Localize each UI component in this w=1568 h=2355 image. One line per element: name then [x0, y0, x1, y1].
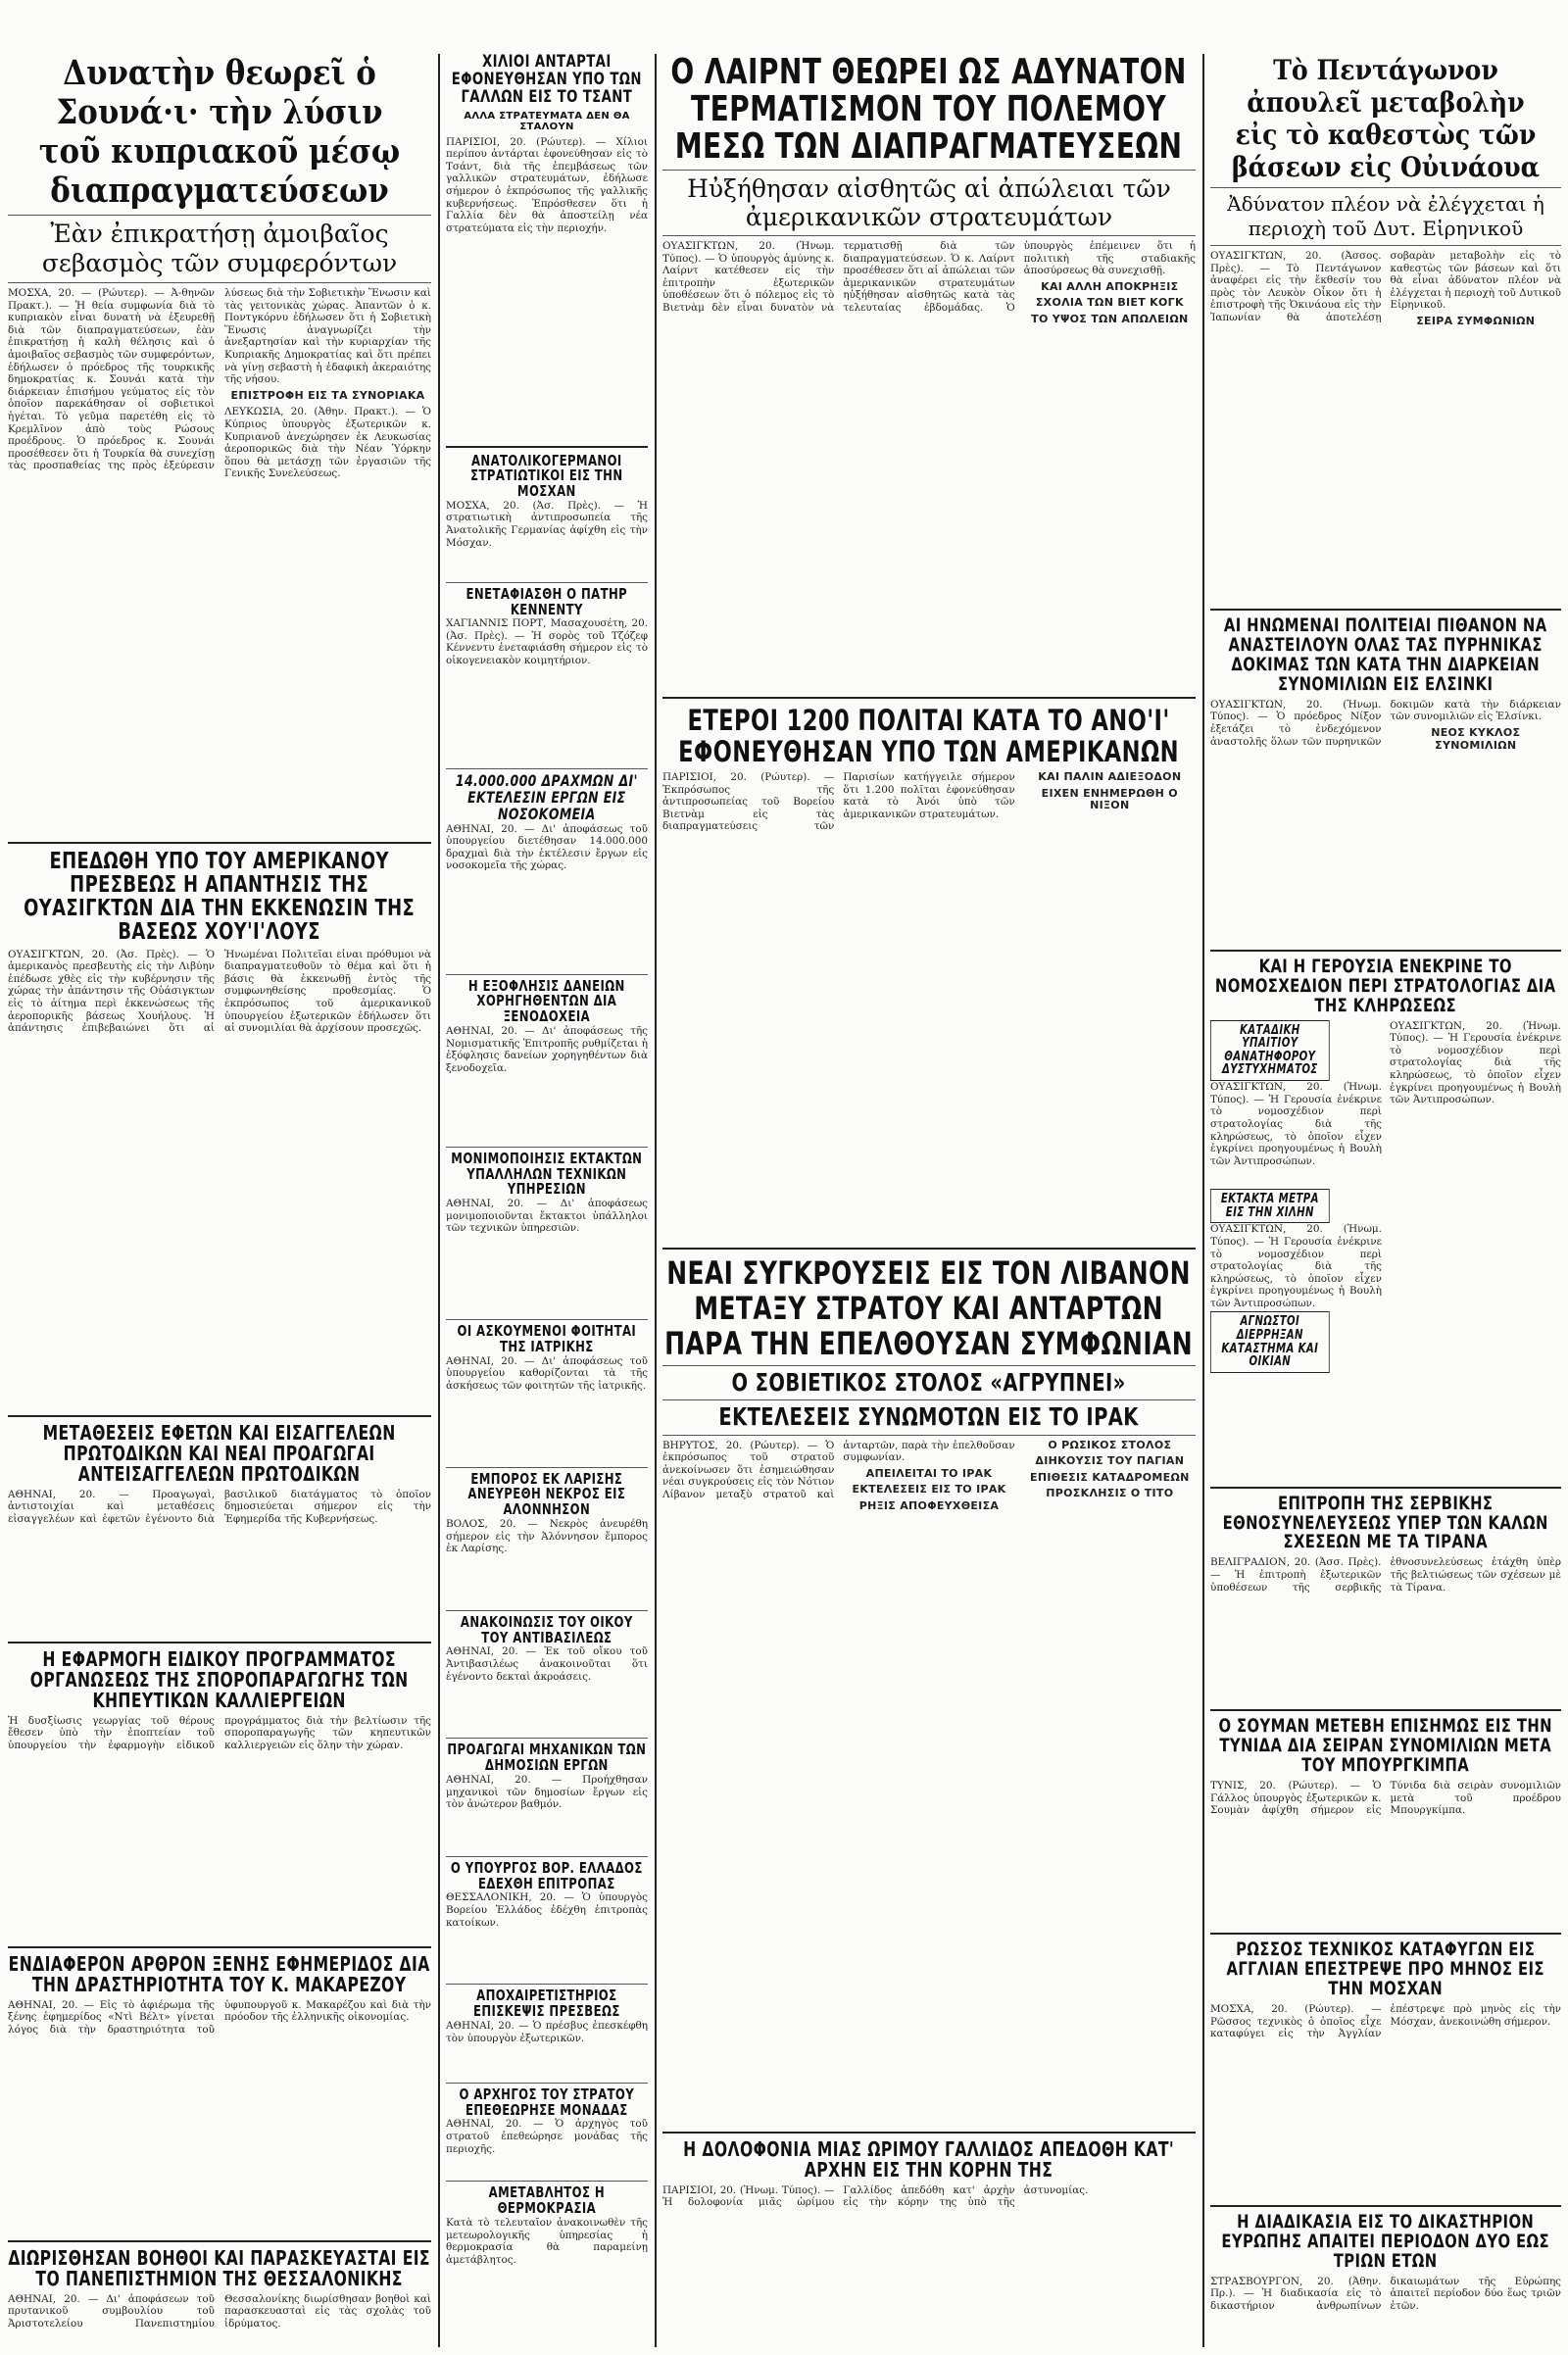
- article-headline: ΡΩΣΣΟΣ ΤΕΧΝΙΚΟΣ ΚΑΤΑΦΥΓΩΝ ΕΙΣ ΑΓΓΛΙΑΝ ΕΠΕΣΤΡΕΨΕ ΠΡΟ ΜΗΝΟΣ ΕΙΣ ΤΗΝ ΜΟΣΧΑΝ: [1226, 1938, 1544, 2000]
- sub-heading: ΤΟ ΥΨΟΣ ΤΩΝ ΑΠΩΛΕΙΩΝ: [1031, 312, 1189, 325]
- article-body: ΑΘΗΝΑΙ, 20. — Εἰς τὸ ἀφιέρωμα τῆς ξένης ἐφημερίδος «Ντὶ Βέλτ» γίνεται λόγος διὰ τὴν δραστηριότητα τοῦ ὑφυπουργοῦ κ. Μακαρέζου καὶ διὰ τὴν πρόοδον τῆς ἑλληνικῆς οἰκονομίας.: [8, 1998, 431, 2036]
- column-right: [1210, 54, 1561, 2347]
- boxed-headline: ΚΑΤΑΔΙΚΗ ΥΠΑΙΤΙΟΥ ΘΑΝΑΤΗΦΟΡΟΥ ΔΥΣΤΥΧΗΜΑΤΟΣ: [1210, 1020, 1330, 1082]
- lead-article-text: ΟΥΑΣΙΓΚΤΩΝ, 20. (Ἡνωμ. Τύπος). — Ὁ ὑπουργὸς ἀμύνης κ. Λαίρντ κατέθεσεν εἰς τὴν ἐπιτροπὴν ἐξωτερικῶν ὑποθέσεων ὅτι ὁ πόλεμος εἰς τὸ Βιετνὰμ δὲν εἶναι δυνατὸν νὰ τερματισθῇ διὰ τῶν διαπραγματεύσεων. Ὁ κ. Λαίρντ προσέθεσεν ὅτι αἱ ἀπώλειαι τῶν ἀμερικανικῶν στρατευμάτων ηὐξήθησαν αἰσθητῶς κατὰ τὰς τελευταίας ἑβδομάδας. Ὁ ὑπουργὸς ἐπέμεινεν ὅτι ἡ πολιτικὴ τῆς σταδιακῆς ἀποσύρσεως θὰ συνεχισθῇ.: [662, 240, 1196, 314]
- article-text: ΟΥΑΣΙΓΚΤΩΝ, 20. (Ἡνωμ. Τύπος). — Ἡ Γερουσία ἐνέκρινε τὸ νομοσχέδιον περὶ στρατολογίας διὰ τῆς κληρώσεως, τὸ ὁποῖον εἶχεν ἐγκρίνει προηγουμένως ἡ Βουλὴ τῶν Ἀντιπροσώπων.: [1210, 1081, 1382, 1167]
- sub-article-text: ΛΕΥΚΩΣΙΑ, 20. (Ἀθην. Πρακτ.). — Ὁ Κύπριος ὑπουργὸς ἐξωτερικῶν κ. Κυπριανοῦ ἀνεχώρησεν ἐκ Λευκωσίας ἀεροπορικῶς διὰ τὴν Νέαν Ὑόρκην ὅπου θὰ μετάσχῃ τῶν ἐργασιῶν τῆς Γενικῆς Συνελεύσεως.: [224, 406, 431, 480]
- lead-article-body: [1210, 250, 1561, 603]
- article-headline: Ο ΣΟΒΙΕΤΙΚΟΣ ΣΤΟΛΟΣ «ΑΓΡΥΠΝΕΙ»: [731, 1368, 1126, 1397]
- sub-heading: ΑΠΕΙΛΕΙΤΑΙ ΤΟ ΙΡΑΚ: [865, 1466, 993, 1480]
- article-headline: ΕΚΤΕΛΕΣΕΙΣ ΣΥΝΩΜΟΤΩΝ ΕΙΣ ΤΟ ΙΡΑΚ: [718, 1402, 1139, 1432]
- sub-heading: ΚΑΙ ΑΛΛΗ ΑΠΟΚΡΗΞΙΣ: [1041, 279, 1179, 293]
- article-body: [662, 771, 1196, 1242]
- column-divider: [1202, 54, 1204, 2347]
- sub-heading: ΕΠΙΣΤΡΟΦΗ ΕΙΣ ΤΑ ΣΥΝΟΡΙΑΚΑ: [230, 388, 425, 402]
- article-body: ΑΘΗΝΑΙ, 20. — Ἐκ τοῦ οἴκου τοῦ Ἀντιβασιλέως ἀνακοινοῦται ὅτι ἐγένοντο δεκταὶ ἀκροάσεις.: [446, 1645, 648, 1683]
- sub-heading: Ο ΡΩΣΙΚΟΣ ΣΤΟΛΟΣ: [1048, 1439, 1172, 1451]
- article-body: [662, 1440, 1196, 2126]
- lead-subhead: Ηὐξήθησαν αἰσθητῶς αἱ ἀπώλειαι τῶν ἀμερικανικῶν στρατευμάτων: [687, 174, 1171, 231]
- article-body: ΜΟΣΧΑ, 20. (Ρώυτερ). — Ρῶσσος τεχνικὸς ὁ ὁποῖος εἶχε καταφύγει εἰς τὴν Ἀγγλίαν ἐπέστρεψε πρὸ μηνὸς εἰς τὴν Μόσχαν, ἀνεκοινώθη σήμερον.: [1210, 2003, 1561, 2040]
- sub-heading: ΣΕΙΡΑ ΣΥΜΦΩΝΙΩΝ: [1416, 314, 1536, 327]
- article-headline: ΑΝΑΚΟΙΝΩΣΙΣ ΤΟΥ ΟΙΚΟΥ ΤΟΥ ΑΝΤΙΒΑΣΙΛΕΩΣ: [460, 1612, 633, 1646]
- article-headline: ΝΕΑΙ ΣΥΓΚΡΟΥΣΕΙΣ ΕΙΣ ΤΟΝ ΛΙΒΑΝΟΝ ΜΕΤΑΞΥ ΣΤΡΑΤΟΥ ΚΑΙ ΑΝΤΑΡΤΩΝ ΠΑΡΑ ΤΗΝ ΕΠΕΛΘΟΥΣΑΝ ΣΥΜΦΩΝΙΑΝ: [664, 1254, 1193, 1362]
- lead-headline: Τὸ Πεντάγωνον ἀπουλεῖ μεταβολὴν εἰς τὸ καθεστὼς τῶν βάσεων εἰς Οὐινάουα: [1231, 54, 1541, 183]
- sub-heading: ΕΚΤΕΛΕΣΕΙΣ ΕΙΣ ΤΟ ΙΡΑΚ: [852, 1483, 1006, 1496]
- article-body: ΑΘΗΝΑΙ, 20. — Δι' ἀποφάσεως τοῦ ὑπουργείου διετέθησαν 14.000.000 δραχμαὶ διὰ τὴν ἐκτέλεσιν ἔργων εἰς νοσοκομεῖα τῆς χώρας.: [446, 822, 648, 872]
- column-divider: [655, 54, 657, 2347]
- article-body: [1210, 699, 1561, 944]
- article-headline: ΜΟΝΙΜΟΠΟΙΗΣΙΣ ΕΚΤΑΚΤΩΝ ΥΠΑΛΛΗΛΩΝ ΤΕΧΝΙΚΩΝ ΥΠΗΡΕΣΙΩΝ: [451, 1149, 643, 1199]
- article-body: ΑΘΗΝΑΙ, 20. — Ὁ πρέσβυς ἐπεσκέφθη τὸν ὑπουργὸν ἐξωτερικῶν.: [446, 2019, 648, 2044]
- article-body: ΑΘΗΝΑΙ, 20. — Δι' ἀποφάσεων τοῦ πρυτανικοῦ συμβουλίου τοῦ Ἀριστοτελείου Πανεπιστημίου Θεσσαλονίκης διωρίσθησαν βοηθοὶ καὶ παρασκευασταὶ εἰς τὰς σχολὰς τοῦ ἱδρύματος.: [8, 2292, 431, 2330]
- sub-heading: ΔΙΗΚΟΥΣΙΣ ΤΟΥ ΠΑΓΙΑΝ: [1035, 1454, 1185, 1468]
- article-headline: ΑΠΟΧΑΙΡΕΤΙΣΤΗΡΙΟΣ ΕΠΙΣΚΕΨΙΣ ΠΡΕΣΒΕΩΣ: [472, 1987, 620, 2021]
- article-body: ΜΟΣΧΑ, 20. (Ἀσ. Πρὲς). — Ἡ στρατιωτικὴ ἀντιπροσωπεία τῆς Ἀνατολικῆς Γερμανίας ἀφίχθη εἰς τὴν Μόσχαν.: [446, 499, 648, 549]
- article-body: ΑΘΗΝΑΙ, 20. — Δι' ἀποφάσεως τοῦ ὑπουργείου καθορίζονται τὰ τῆς ἀσκήσεως τῶν φοιτητῶν τῆς ἰατρικῆς.: [446, 1354, 648, 1392]
- article-headline: ΟΙ ΑΣΚΟΥΜΕΝΟΙ ΦΟΙΤΗΤΑΙ ΤΗΣ ΙΑΤΡΙΚΗΣ: [457, 1322, 637, 1355]
- sub-heading: ΕΠΙΘΕΣΙΣ ΚΑΤΑΔΡΟΜΕΩΝ: [1030, 1470, 1190, 1484]
- article-body: ΑΘΗΝΑΙ, 20. — Ὁ ἀρχηγὸς τοῦ στρατοῦ ἐπεθεώρησε μονάδας τῆς περιοχῆς.: [446, 2118, 648, 2155]
- article-headline: ΕΜΠΟΡΟΣ ΕΚ ΛΑΡΙΣΗΣ ΑΝΕΥΡΕΘΗ ΝΕΚΡΟΣ ΕΙΣ ΑΛΟΝΝΗΣΟΝ: [467, 1469, 626, 1519]
- article-body: ΘΕΣΣΑΛΟΝΙΚΗ, 20. — Ὁ ὑπουργὸς Βορείου Ἑλλάδος ἐδέχθη ἐπιτροπὰς κατοίκων.: [446, 1891, 648, 1929]
- article-sidebar: [1210, 1020, 1382, 1481]
- article-text: ΟΥΑΣΙΓΚΤΩΝ, 20. (Ἡνωμ. Τύπος). — Ὁ πρόεδρος Νίξον ἐξετάζει τὸ ἐνδεχόμενον ἀναστολῆς ὅλων τῶν πυρηνικῶν δοκιμῶν κατὰ τὴν διάρκειαν τῶν συνομιλιῶν εἰς Ἑλσίνκι.: [1210, 698, 1561, 748]
- lead-subhead: Ἀδύνατον πλέον νὰ ἐλέγχεται ἡ περιοχὴ τοῦ Δυτ. Εἰρηνικοῦ: [1227, 192, 1544, 240]
- article-body: ΠΑΡΙΣΙΟΙ, 20. (Ἡνωμ. Τύπος). — Ἡ δολοφονία μιᾶς ὡρίμου Γαλλίδος ἀπεδόθη κατ' ἀρχὴν εἰς τὴν κόρην της ὑπὸ τῆς ἀστυνομίας.: [662, 2183, 1089, 2209]
- article-body: ΑΘΗΝΑΙ, 20. — Προαγωγαὶ, ἀντιστοιχίαι καὶ μεταθέσεις εἰσαγγελέων καὶ ἐφετῶν ἐγένοντο διὰ βασιλικοῦ διατάγματος τὸ ὁποῖον δημοσιεύεται σήμερον εἰς τὴν Ἐφημερίδα τῆς Κυβερνήσεως.: [8, 1488, 431, 1525]
- lead-article-text: ΟΥΑΣΙΓΚΤΩΝ, 20. (Ἀσσος. Πρὲς). — Τὸ Πεντάγωνον ἀναφέρει εἰς τὴν ἔκθεσίν του πρὸς τὸν Λευκὸν Οἶκον ὅτι ἡ ἐπιστροφὴ τῆς Ὀκινάουα εἰς τὴν Ἰαπωνίαν θὰ ἀποτελέσῃ σοβαρὰν μεταβολὴν εἰς τὸ καθεστὼς τῶν βάσεων καὶ ὅτι θὰ εἶναι ἀδύνατον πλέον νὰ ἐλέγχεται ἡ περιοχὴ τοῦ Δυτικοῦ Εἰρηνικοῦ.: [1210, 250, 1561, 323]
- lead-article-body: [662, 240, 1196, 691]
- article-headline: Ο ΥΠΟΥΡΓΟΣ ΒΟΡ. ΕΛΛΑΔΟΣ ΕΔΕΧΘΗ ΕΠΙΤΡΟΠΑΣ: [450, 1858, 643, 1892]
- article-body: Ἡ δυσξίωσις γεωργίας τοῦ θέρους ἔθεσεν ὑπὸ τὴν ἐποπτείαν τοῦ ὑπουργείου τὴν ἐφαρμογὴν εἰδικοῦ προγράμματος διὰ τὴν βελτίωσιν τῆς σποροπαραγωγῆς τῶν κηπευτικῶν καλλιεργειῶν εἰς ὅλην τὴν χώραν.: [8, 1714, 431, 1751]
- article-headline: ΕΠΕΔΩΘΗ ΥΠΟ ΤΟΥ ΑΜΕΡΙΚΑΝΟΥ ΠΡΕΣΒΕΩΣ Η ΑΠΑΝΤΗΣΙΣ ΤΗΣ ΟΥΑΣΙΓΚΤΩΝ ΔΙΑ ΤΗΝ ΕΚΚΕΝΩΣΙΝ ΤΗΣ ΒΑΣΕΩΣ ΧΟΥ'Ι'ΛΟΥΣ: [24, 849, 416, 946]
- article-headline: ΑΝΑΤΟΛΙΚΟΓΕΡΜΑΝΟΙ ΣΤΡΑΤΙΩΤΙΚΟΙ ΕΙΣ ΤΗΝ ΜΟΣΧΑΝ: [470, 451, 623, 501]
- sub-heading: ΠΡΟΣΚΛΗΣΙΣ Ο ΤΙΤΟ: [1046, 1487, 1174, 1500]
- article-headline: ΕΠΙΤΡΟΠΗ ΤΗΣ ΣΕΡΒΙΚΗΣ ΕΘΝΟΣΥΝΕΛΕΥΣΕΩΣ ΥΠΕΡ ΤΩΝ ΚΑΛΩΝ ΣΧΕΣΕΩΝ ΜΕ ΤΑ ΤΙΡΑΝΑ: [1222, 1492, 1548, 1553]
- article-body: [1210, 1020, 1561, 1481]
- lead-article-text: ΜΟΣΧΑ, 20. — (Ρώυτερ). — Ἀ-θηνῶν Πρακτ.). — Ἡ θεία συμφωνία διὰ τὸ κυπριακὸν εἶναι δυνατὴ νὰ ἐξευρεθῇ διὰ τῶν διαπραγματεύσεων, ἐὰν ἐπικρατήσῃ ἡ καλὴ θέλησις καὶ ὁ ἀμοιβαῖος σεβασμὸς τῶν συμφερόντων, ἐδήλωσεν ὁ πρόεδρος τῆς τουρκικῆς δημοκρατίας κ. Σουνάι κατὰ τὴν διάρκειαν ἐπισήμου γεύματος εἰς τὸν ὁποῖον παρεκάθησαν οἱ σοβιετικοὶ ἡγέται. Τὸ γεῦμα παρετέθη εἰς τὸ Κρεμλῖνον ἀπὸ τοὺς Ρώσους προέδρους. Ὁ πρόεδρος κ. Σουνάι προσέθεσεν ὅτι ἡ Τουρκία θὰ συνεχίσῃ τὰς προσπαθείας της πρὸς ἐξεύρεσιν λύσεως διὰ τὴν Σοβιετικὴν Ἕνωσιν καὶ τὰς γειτονικὰς χώρας. Ἀπαντῶν ὁ κ. Ποντγκόρνυ ἐδήλωσεν ὅτι ἡ Σοβιετικὴ Ἕνωσις ἀναγνωρίζει τὴν ἀνεξαρτησίαν καὶ τὴν κυριαρχίαν τῆς Κυπριακῆς Δημοκρατίας καὶ ὅτι πρέπει νὰ γίνῃ σεβαστὴ ἡ ἐδαφικὴ ἀκεραιότης τῆς νήσου.: [8, 287, 431, 472]
- lead-subhead: Ἐὰν ἐπικρατήσῃ ἀμοιβαῖος σεβασμὸς τῶν συμφερόντων: [41, 220, 398, 277]
- article-text: ΠΑΡΙΣΙΟΙ, 20. (Ρώυτερ). — Ἐκπρόσωπος τῆς ἀντιπροσωπείας τοῦ Βορείου Βιετνὰμ εἰς τὰς διαπραγματεύσεις τῶν Παρισίων κατήγγειλε σήμερον ὅτι 1.200 πολῖται ἐφονεύθησαν κατὰ τὸ Ἀνόι ὑπὸ τῶν ἀμερικανικῶν στρατευμάτων.: [662, 771, 1015, 833]
- article-headline: Ο ΣΟΥΜΑΝ ΜΕΤΕΒΗ ΕΠΙΣΗΜΩΣ ΕΙΣ ΤΗΝ ΤΥΝΙΔΑ ΔΙΑ ΣΕΙΡΑΝ ΣΥΝΟΜΙΛΙΩΝ ΜΕΤΑ ΤΟΥ ΜΠΟΥΡΓΚΙΜΠΑ: [1218, 1715, 1552, 1777]
- article-body: ΟΥΑΣΙΓΚΤΩΝ, 20. (Ἀσ. Πρὲς). — Ὁ ἀμερικανὸς πρεσβευτὴς εἰς τὴν Λιβύην ἐπέδωσε χθὲς εἰς τὴν κυβέρνησιν τῆς χώρας τὴν ἀπάντησιν τῆς Οὐάσιγκτων εἰς τὸ ἀίτημα περὶ ἐκκενώσεως τῆς ἀεροπορικῆς βάσεως Χουήλους. Ἡ ἀπάντησις ἐπιβεβαιώνει ὅτι αἱ Ἡνωμέναι Πολιτεῖαι εἶναι πρόθυμοι νὰ διαπραγματευθοῦν τὸ θέμα καὶ ὅτι ἡ βάσις θὰ ἐκκενωθῇ ἐντὸς τῆς συμφωνηθείσης προθεσμίας. Ὁ ἐκπρόσωπος τοῦ ἀμερικανικοῦ ὑπουργείου ἐξωτερικῶν ἐδήλωσεν ὅτι αἱ συνομιλίαι θὰ ἀρχίσουν προσεχῶς.: [8, 948, 431, 1035]
- article-headline: ΔΙΩΡΙΣΘΗΣΑΝ ΒΟΗΘΟΙ ΚΑΙ ΠΑΡΑΣΚΕΥΑΣΤΑΙ ΕΙΣ ΤΟ ΠΑΝΕΠΙΣΤΗΜΙΟΝ ΤΗΣ ΘΕΣΣΑΛΟΝΙΚΗΣ: [8, 2245, 430, 2290]
- article-headline: ΕΤΕΡΟΙ 1200 ΠΟΛΙΤΑΙ ΚΑΤΑ ΤΟ ΑΝΟ'Ι' ΕΦΟΝΕΥΘΗΣΑΝ ΥΠΟ ΤΩΝ ΑΜΕΡΙΚΑΝΩΝ: [678, 704, 1179, 768]
- article-body: ΣΤΡΑΣΒΟΥΡΓΟΝ, 20. (Ἀθην. Πρ.). — Ἡ διαδικασία εἰς τὸ δικαστήριον ἀνθρωπίνων δικαιωμάτων τῆς Εὐρώπης ἀπαιτεῖ περίοδον δύο ἕως τριῶν ἐτῶν.: [1210, 2275, 1561, 2312]
- article-subhead: ΑΛΛΑ ΣΤΡΑΤΕΥΜΑΤΑ ΔΕΝ ΘΑ ΣΤΑΛΟΥΝ: [464, 110, 630, 132]
- article-headline: ΕΝΕΤΑΦΙΑΣΘΗ Ο ΠΑΤΗΡ ΚΕΝΝΕΝΤΥ: [466, 584, 628, 618]
- column-center: [662, 54, 1196, 2347]
- article-text: ΒΗΡΥΤΟΣ, 20. (Ρώυτερ). — Ὁ ἐκπρόσωπος τοῦ στρατοῦ ἀνεκοίνωσεν ὅτι ἐσημειώθησαν νέαι συγκρούσεις εἰς τὸν Νότιον Λίβανον μεταξὺ στρατοῦ καὶ ἀνταρτῶν, παρὰ τὴν ἐπελθοῦσαν συμφωνίαν.: [662, 1439, 1015, 1500]
- article-body: Κατὰ τὸ τελευταῖον ἀνακοινωθὲν τῆς μετεωρολογικῆς ὑπηρεσίας ἡ θερμοκρασία θὰ παραμείνῃ ἀμετάβλητος.: [446, 2216, 648, 2266]
- article-body: ΒΟΛΟΣ, 20. — Νεκρὸς ἀνευρέθη σήμερον εἰς τὴν Ἀλόννησον ἔμπορος ἐκ Λαρίσης.: [446, 1517, 648, 1555]
- article-body: ΑΘΗΝΑΙ, 20. — Προήχθησαν μηχανικοὶ τῶν δημοσίων ἔργων εἰς τὸν ἀνώτερον βαθμόν.: [446, 1773, 648, 1811]
- article-body: ΠΑΡΙΣΙΟΙ, 20. (Ρώυτερ). — Χίλιοι περίπου ἀντάρται ἐφονεύθησαν εἰς τὸ Τσάντ, διὰ τῆς ἐπεμβάσεως τῶν γαλλικῶν στρατευμάτων, ἐδήλωσε σήμερον ὁ ἐκπρόσωπος τῆς γαλλικῆς κυβερνήσεως. Ἐπρόσθεσεν ὅτι ἡ Γαλλία δὲν θὰ ἀποστείλῃ νέα στρατεύματα εἰς τὴν περιοχήν.: [446, 135, 648, 234]
- article-headline: Η ΕΞΟΦΛΗΣΙΣ ΔΑΝΕΙΩΝ ΧΟΡΗΓΗΘΕΝΤΩΝ ΔΙΑ ΞΕΝΟΔΟΧΕΙΑ: [467, 976, 625, 1026]
- lead-article-body: [8, 287, 431, 836]
- article-body: ΧΑΓΙΑΝΝΙΣ ΠΟΡΤ, Μασαχουσέτη, 20. (Ἀσ. Πρὲς). — Ἡ σορὸς τοῦ Τζόζεφ Κέννεντυ ἐνεταφιάσθη σήμερον εἰς τὸ οἰκογενειακὸν κοιμητήριον.: [446, 617, 648, 667]
- article-headline: ΜΕΤΑΘΕΣΕΙΣ ΕΦΕΤΩΝ ΚΑΙ ΕΙΣΑΓΓΕΛΕΩΝ ΠΡΩΤΟΔΙΚΩΝ ΚΑΙ ΝΕΑΙ ΠΡΟΑΓΩΓΑΙ ΑΝΤΕΙΣΑΓΓΕΛΕΩΝ ΠΡΩΤΟΔΙΚΩΝ: [42, 1420, 396, 1486]
- article-body: ΑΘΗΝΑΙ, 20. — Δι' ἀποφάσεως τῆς Νομισματικῆς Ἐπιτροπῆς ρυθμίζεται ἡ ἐξόφλησις δανείων χορηγηθέντων διὰ ξενοδοχεῖα.: [446, 1024, 648, 1074]
- article-headline: ΑΙ ΗΝΩΜΕΝΑΙ ΠΟΛΙΤΕΙΑΙ ΠΙΘΑΝΟΝ ΝΑ ΑΝΑΣΤΕΙΛΟΥΝ ΟΛΑΣ ΤΑΣ ΠΥΡΗΝΙΚΑΣ ΔΟΚΙΜΑΣ ΤΩΝ ΚΑΤΑ ΤΗΝ ΔΙΑΡΚΕΙΑΝ ΣΥΝΟΜΙΛΙΩΝ ΕΙΣ ΕΛΣΙΝΚΙ: [1223, 614, 1547, 695]
- boxed-headline: ΕΚΤΑΚΤΑ ΜΕΤΡΑ ΕΙΣ ΤΗΝ ΧΙΛΗΝ: [1210, 1189, 1330, 1223]
- article-headline: ΑΜΕΤΑΒΛΗΤΟΣ Η ΘΕΡΜΟΚΡΑΣΙΑ: [488, 2183, 606, 2218]
- lead-headline: Δυνατὴν θεωρεῖ ὁ Σουνά·ι· τὴν λύσιν τοῦ κυπριακοῦ μέσῳ διαπραγματεύσεων: [38, 54, 401, 211]
- article-body: ΒΕΛΙΓΡΑΔΙΟΝ, 20. (Ἀσσ. Πρὲς). — Ἡ ἐπιτροπὴ ἐξωτερικῶν ὑποθέσεων τῆς σερβικῆς ἐθνοσυνελεύσεως ἐτάχθη ὑπὲρ τῆς βελτιώσεως τῶν σχέσεων μὲ τὰ Τίρανα.: [1210, 1556, 1561, 1594]
- article-body: ΑΘΗΝΑΙ, 20. — Δι' ἀποφάσεως μονιμοποιοῦνται ἔκτακτοι ὑπάλληλοι τῶν τεχνικῶν ὑπηρεσιῶν.: [446, 1198, 648, 1235]
- article-headline: ΠΡΟΑΓΩΓΑΙ ΜΗΧΑΝΙΚΩΝ ΤΩΝ ΔΗΜΟΣΙΩΝ ΕΡΓΩΝ: [447, 1741, 647, 1775]
- article-body: ΤΥΝΙΣ, 20. (Ρώυτερ). — Ὁ Γάλλος ὑπουργὸς ἐξωτερικῶν κ. Σουμὰν ἀφίχθη σήμερον εἰς Τύνιδα διὰ σειρὰν συνομιλιῶν μετὰ τοῦ προέδρου Μπουργκίμπα.: [1210, 1780, 1561, 1817]
- column-narrow: [446, 54, 648, 2347]
- article-headline: ΧΙΛΙΟΙ ΑΝΤΑΡΤΑΙ ΕΦΟΝΕΥΘΗΣΑΝ ΥΠΟ ΤΩΝ ΓΑΛΛΩΝ ΕΙΣ ΤΟ ΤΣΑΝΤ: [451, 54, 642, 107]
- article-headline: ΚΑΙ Η ΓΕΡΟΥΣΙΑ ΕΝΕΚΡΙΝΕ ΤΟ ΝΟΜΟΣΧΕΔΙΟΝ ΠΕΡΙ ΣΤΡΑΤΟΛΟΓΙΑΣ ΔΙΑ ΤΗΣ ΚΛΗΡΩΣΕΩΣ: [1214, 955, 1556, 1016]
- article-text: ΟΥΑΣΙΓΚΤΩΝ, 20. (Ἡνωμ. Τύπος). — Ἡ Γερουσία ἐνέκρινε τὸ νομοσχέδιον περὶ στρατολογίας διὰ τῆς κληρώσεως, τὸ ὁποῖον εἶχεν ἐγκρίνει προηγουμένως ἡ Βουλὴ τῶν Ἀντιπροσώπων.: [1390, 1019, 1561, 1106]
- article-headline: Ο ΑΡΧΗΓΟΣ ΤΟΥ ΣΤΡΑΤΟΥ ΕΠΕΘΕΩΡΗΣΕ ΜΟΝΑΔΑΣ: [459, 2085, 635, 2119]
- column-divider: [438, 54, 440, 2347]
- boxed-headline: ΑΓΝΩΣΤΟΙ ΔΙΕΡΡΗΞΑΝ ΚΑΤΑΣΤΗΜΑ ΚΑΙ ΟΙΚΙΑΝ: [1210, 1311, 1330, 1373]
- article-headline: Η ΔΙΑΔΙΚΑΣΙΑ ΕΙΣ ΤΟ ΔΙΚΑΣΤΗΡΙΟΝ ΕΥΡΩΠΗΣ ΑΠΑΙΤΕΙ ΠΕΡΙΟΔΟΝ ΔΥΟ ΕΩΣ ΤΡΙΩΝ ΕΤΩΝ: [1221, 2211, 1550, 2272]
- sub-heading: ΝΕΟΣ ΚΥΚΛΟΣ ΣΥΝΟΜΙΛΙΩΝ: [1431, 725, 1521, 752]
- sub-heading: ΡΗΞΙΣ ΑΠΟΦΕΥΧΘΕΙΣΑ: [858, 1498, 1000, 1512]
- sub-heading: ΚΑΙ ΠΑΛΙΝ ΑΔΙΕΞΟΔΟΝ: [1038, 771, 1182, 783]
- article-headline: 14.000.000 ΔΡΑΧΜΩΝ ΔΙ' ΕΚΤΕΛΕΣΙΝ ΕΡΓΩΝ ΕΙΣ ΝΟΣΟΚΟΜΕΙΑ: [455, 771, 638, 823]
- lead-headline: Ο ΛΑΙΡΝΤ ΘΕΩΡΕΙ ΩΣ ΑΔΥΝΑΤΟΝ ΤΕΡΜΑΤΙΣΜΟΝ ΤΟΥ ΠΟΛΕΜΟΥ ΜΕΣΩ ΤΩΝ ΔΙΑΠΡΑΓΜΑΤΕΥΣΕΩΝ: [670, 54, 1187, 167]
- column-left: [8, 54, 431, 2347]
- article-headline: ΕΝΔΙΑΦΕΡΟΝ ΑΡΘΡΟΝ ΞΕΝΗΣ ΕΦΗΜΕΡΙΔΟΣ ΔΙΑ ΤΗΝ ΔΡΑΣΤΗΡΙΟΤΗΤΑ ΤΟΥ Κ. ΜΑΚΑΡΕΖΟΥ: [8, 1951, 430, 1996]
- sub-heading: ΕΙΧΕΝ ΕΝΗΜΕΡΩΘΗ Ο ΝΙΞΟΝ: [1041, 786, 1178, 812]
- sub-heading: ΣΧΟΛΙΑ ΤΩΝ ΒΙΕΤ ΚΟΓΚ: [1035, 296, 1184, 310]
- article-headline: Η ΔΟΛΟΦΟΝΙΑ ΜΙΑΣ ΩΡΙΜΟΥ ΓΑΛΛΙΔΟΣ ΑΠΕΔΟΘΗ ΚΑΤ' ΑΡΧΗΝ ΕΙΣ ΤΗΝ ΚΟΡΗΝ ΤΗΣ: [683, 2136, 1175, 2182]
- article-text: ΟΥΑΣΙΓΚΤΩΝ, 20. (Ἡνωμ. Τύπος). — Ἡ Γερουσία ἐνέκρινε τὸ νομοσχέδιον περὶ στρατολογίας διὰ τῆς κληρώσεως, τὸ ὁποῖον εἶχεν ἐγκρίνει προηγουμένως ἡ Βουλὴ τῶν Ἀντιπροσώπων.: [1210, 1223, 1382, 1309]
- article-headline: Η ΕΦΑΡΜΟΓΗ ΕΙΔΙΚΟΥ ΠΡΟΓΡΑΜΜΑΤΟΣ ΟΡΓΑΝΩΣΕΩΣ ΤΗΣ ΣΠΟΡΟΠΑΡΑΓΩΓΗΣ ΤΩΝ ΚΗΠΕΥΤΙΚΩΝ ΚΑΛΛΙΕΡΓΕΙΩΝ: [29, 1646, 409, 1712]
